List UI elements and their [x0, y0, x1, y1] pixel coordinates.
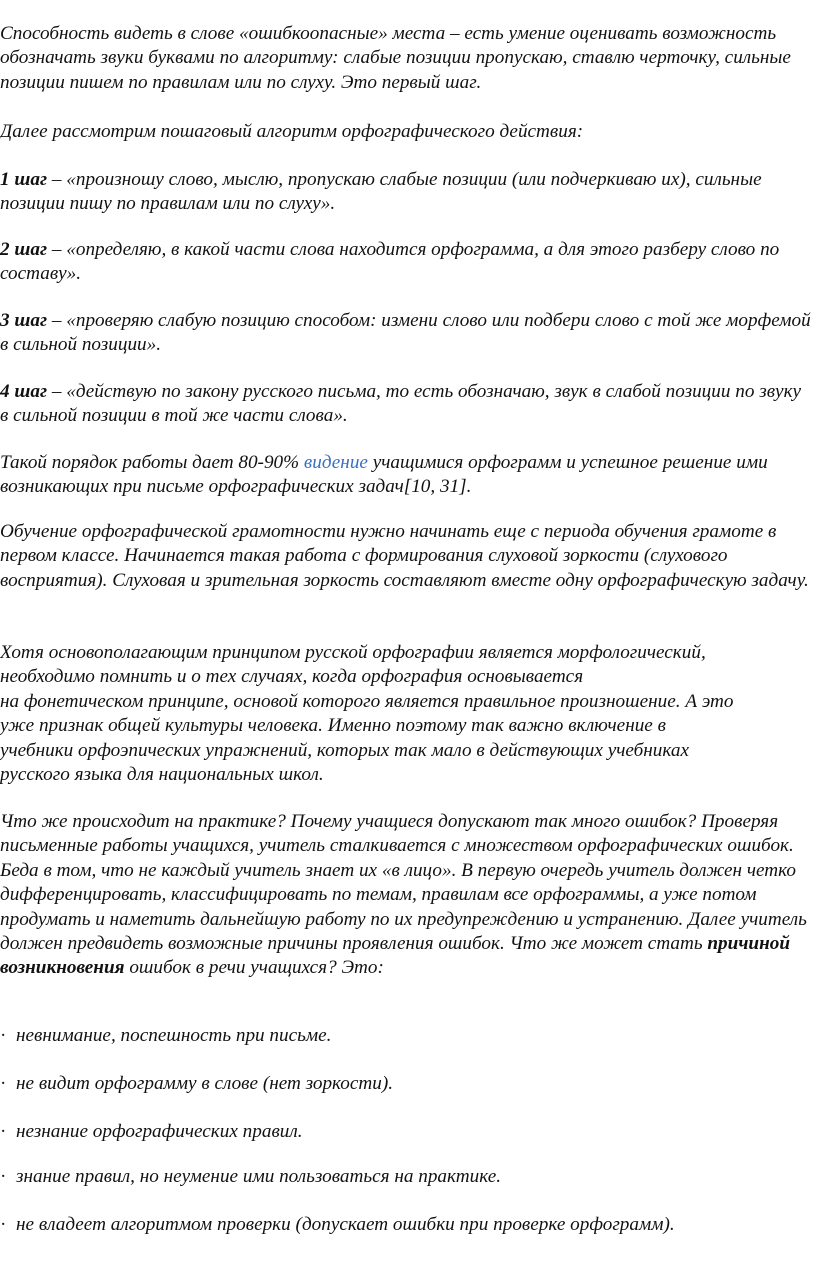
paragraph-step-1 [0, 168, 812, 217]
bullet-dot: · [0, 1166, 7, 1187]
link-videnie[interactable]: видение [303, 452, 368, 473]
paragraph-algorithm-intro: Далее рассмотрим пошаговый алгоритм орфографического действия: [0, 121, 584, 142]
step-3-label: 3 шаг [0, 310, 48, 331]
list-item [0, 1072, 812, 1096]
morph-line-2: необходимо помнить и о тех случаях, когда орфография основывается [0, 666, 584, 688]
morph-line-3: на фонетическом принципе, основой которого является правильное произношение. А это [0, 690, 734, 712]
paragraph-literacy-training: Обучение орфографической грамотности нужно начинать еще с периода обучения грамоте в первом классе. Начинается такая работа с формирования слуховой зоркости (слухового восприятия). Слуховая и зрительная зоркость составляют вместе одну орфографическую задачу. [0, 521, 809, 591]
paragraph-practice [0, 810, 812, 981]
bullet-text: незнание орфографических правил. [16, 1121, 303, 1142]
list-item [0, 1165, 812, 1189]
bullet-text: знание правил, но неумение ими пользоваться на практике. [16, 1166, 502, 1187]
paragraph-work-order [0, 451, 812, 500]
morph-line-6: русского языка для национальных школ. [0, 764, 324, 786]
bullet-dot: · [0, 1214, 7, 1235]
step-3-text: – «проверяю слабую позицию способом: измени слово или подбери слово с той же морфемой в сильной позиции». [0, 310, 811, 356]
practice-text-before: Что же происходит на практике? Почему учащиеся допускают так много ошибок? Проверяя письменные работы учащихся, учитель сталкивается с множеством орфографических ошибок. Беда в том, что не каждый учитель знает их «в лицо». В первую очередь учитель должен четко дифференцировать, классифицировать по темам, правилам все орфограммы, а уже потом продумать и наметить дальнейшую работу по их предупреждению и устранению. Далее учитель должен предвидеть возможные причины проявления ошибок. Что же может стать [0, 811, 807, 955]
morph-line-4: уже признак общей культуры человека. Именно поэтому так важно включение в [0, 715, 666, 737]
bullet-dot: · [0, 1073, 7, 1094]
bullet-dot: · [0, 1121, 7, 1142]
paragraph-morphological-principle [0, 641, 812, 787]
bullet-dot: · [0, 1025, 7, 1046]
step-2-label: 2 шаг [0, 239, 48, 260]
practice-text-after: ошибок в речи учащихся? Это: [124, 957, 384, 979]
step-2-text: – «определяю, в какой части слова находится орфограмма, а для этого разберу слово по составу». [0, 239, 780, 285]
bullet-text: невнимание, поспешность при письме. [16, 1025, 332, 1046]
practice-bold-phrase: причиной возникновения [0, 933, 790, 979]
paragraph-orthographic-vigilance: Способность видеть в слове «ошибкоопасные» места – есть умение оценивать возможность обозначать звуки буквами по алгоритму: слабые позиции пропускаю, ставлю черточку, сильные позиции пишем по правилам или по слуху. Это первый шаг. [0, 23, 791, 93]
paragraph-step-2 [0, 238, 812, 287]
step-4-label: 4 шаг [0, 381, 48, 402]
paragraph-step-3 [0, 309, 812, 358]
bullet-text: не видит орфограмму в слове (нет зоркости). [16, 1073, 394, 1094]
work-order-text-before: Такой порядок работы дает 80-90% [0, 452, 304, 473]
list-item [0, 1120, 812, 1144]
bullet-text: не владеет алгоритмом проверки (допускает ошибки при проверке орфограмм). [16, 1214, 675, 1235]
paragraph-step-4 [0, 380, 812, 429]
step-1-text: – «произношу слово, мыслю, пропускаю слабые позиции (или подчеркиваю их), сильные позиции пишу по правилам или по слуху». [0, 169, 762, 215]
morph-line-1: Хотя основополагающим принципом русской орфографии является морфологический, [0, 642, 706, 663]
list-item [0, 1213, 812, 1237]
step-1-label: 1 шаг [0, 169, 48, 190]
morph-line-5: учебники орфоэпических упражнений, которых так мало в действующих учебниках [0, 739, 689, 761]
list-item [0, 1024, 812, 1048]
work-order-text-after: учащимися орфограмм и успешное решение ими возникающих при письме орфографических задач[10, 31]. [0, 452, 768, 498]
step-4-text: – «действую по закону русского письма, то есть обозначаю, звук в слабой позиции по звуку в сильной позиции в той же части слова». [0, 381, 802, 427]
